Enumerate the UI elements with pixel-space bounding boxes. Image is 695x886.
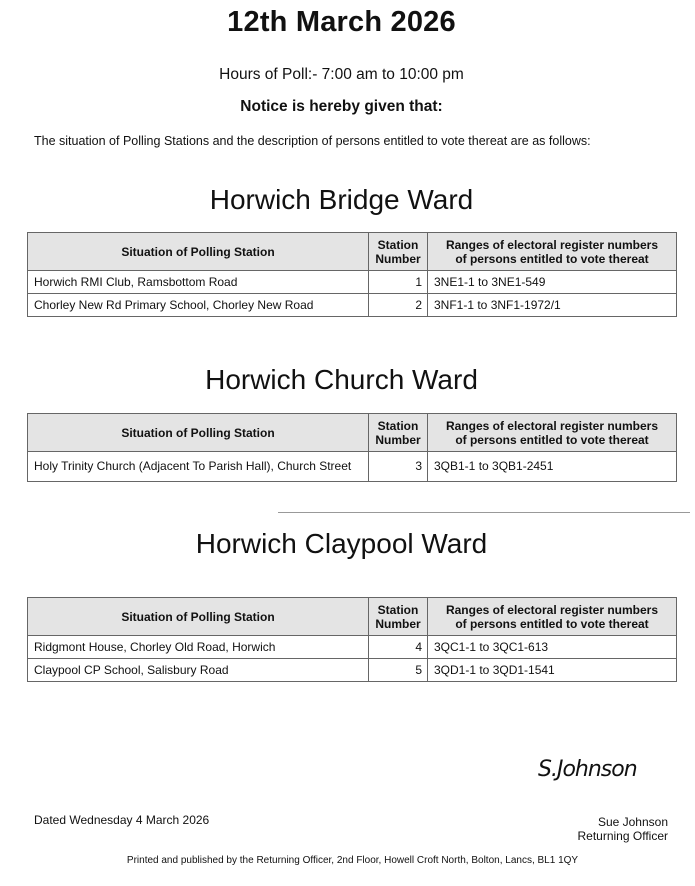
station-number: 2 [369, 294, 428, 317]
table-header-row [28, 414, 677, 452]
station-number: 3 [369, 452, 428, 482]
col-header-station-number: Station Number [369, 414, 428, 452]
register-range: 3QC1-1 to 3QC1-613 [428, 636, 677, 659]
col-header-ranges: Ranges of electoral register numbers of persons entitled to vote thereat [428, 414, 677, 452]
col-header-situation: Situation of Polling Station [28, 414, 369, 452]
station-number: 1 [369, 271, 428, 294]
station-situation: Ridgmont House, Chorley Old Road, Horwich [28, 636, 369, 659]
officer-name: Sue Johnson [597, 815, 668, 829]
imprint-line: Printed and published by the Returning Officer, 2nd Floor, Howell Croft North, Bolton, Lancs, BL1 1QY [126, 855, 579, 866]
table-row [28, 452, 677, 482]
divider-line [278, 512, 690, 513]
hours-of-poll: Hours of Poll:- 7:00 am to 10:00 pm [219, 66, 464, 83]
station-situation: Chorley New Rd Primary School, Chorley New Road [28, 294, 369, 317]
table-header-row [28, 233, 677, 271]
table-row [28, 294, 677, 317]
table-row [28, 636, 677, 659]
ward-title-horwich-bridge: Horwich Bridge Ward [209, 184, 474, 215]
col-header-station-number: Station Number [369, 233, 428, 271]
notice-heading: Notice is hereby given that: [240, 98, 443, 115]
ward-table-horwich-claypool [27, 597, 677, 682]
ward-table-horwich-church [27, 413, 677, 482]
station-number: 4 [369, 636, 428, 659]
station-situation: Claypool CP School, Salisbury Road [28, 659, 369, 682]
col-header-ranges: Ranges of electoral register numbers of persons entitled to vote thereat [428, 598, 677, 636]
station-situation: Holy Trinity Church (Adjacent To Parish Hall), Church Street [28, 452, 369, 482]
poll-date-title: 12th March 2026 [227, 6, 456, 38]
station-number: 5 [369, 659, 428, 682]
officer-signature: S.Johnson [538, 757, 637, 782]
register-range: 3QD1-1 to 3QD1-1541 [428, 659, 677, 682]
ward-table-horwich-bridge [27, 232, 677, 317]
returning-officer-block [578, 815, 669, 843]
col-header-situation: Situation of Polling Station [28, 598, 369, 636]
table-header-row [28, 598, 677, 636]
intro-paragraph: The situation of Polling Stations and the description of persons entitled to vote thereat are as follows: [34, 134, 591, 148]
ward-title-horwich-claypool: Horwich Claypool Ward [195, 528, 488, 559]
register-range: 3NE1-1 to 3NE1-549 [428, 271, 677, 294]
officer-title: Returning Officer [577, 829, 668, 843]
col-header-station-number: Station Number [369, 598, 428, 636]
station-situation: Horwich RMI Club, Ramsbottom Road [28, 271, 369, 294]
col-header-ranges: Ranges of electoral register numbers of persons entitled to vote thereat [428, 233, 677, 271]
col-header-situation: Situation of Polling Station [28, 233, 369, 271]
table-row [28, 659, 677, 682]
register-range: 3NF1-1 to 3NF1-1972/1 [428, 294, 677, 317]
dated-line: Dated Wednesday 4 March 2026 [34, 813, 210, 827]
ward-title-horwich-church: Horwich Church Ward [205, 364, 478, 395]
table-row [28, 271, 677, 294]
register-range: 3QB1-1 to 3QB1-2451 [428, 452, 677, 482]
